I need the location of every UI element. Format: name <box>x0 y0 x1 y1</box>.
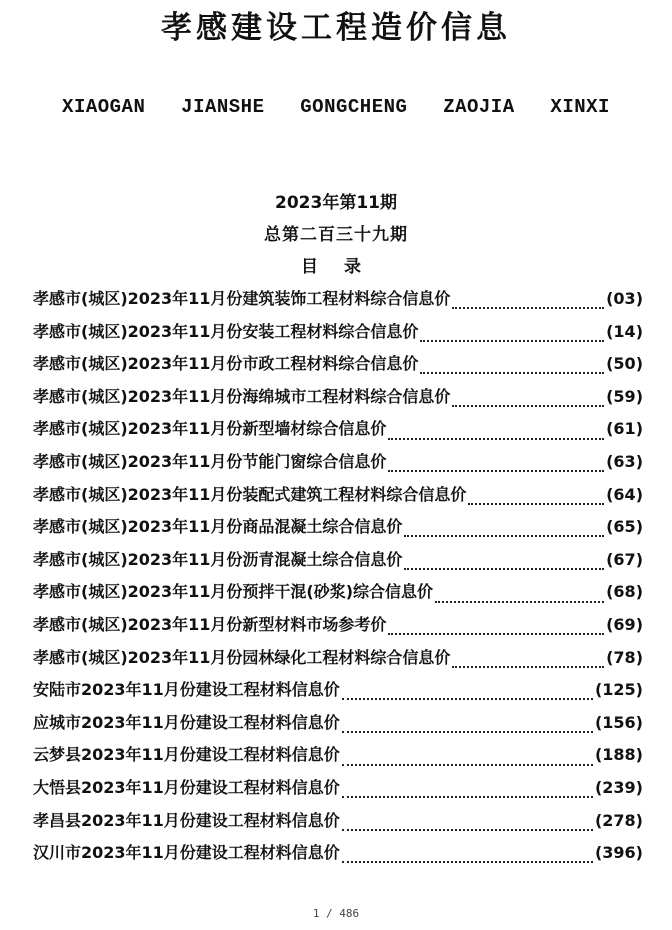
toc-entry-page: (78) <box>606 647 643 667</box>
toc-entry-page: (188) <box>594 745 643 765</box>
toc-leader-dots <box>342 853 593 863</box>
toc-entry-title: 孝感市(城区)2023年11月份新型材料市场参考价 <box>33 614 387 634</box>
toc-entry-title: 汉川市2023年11月份建设工程材料信息价 <box>33 843 340 863</box>
toc-leader-dots <box>342 690 593 700</box>
toc-entry-page: (63) <box>606 451 643 471</box>
toc-entry-title: 孝感市(城区)2023年11月份沥青混凝土综合信息价 <box>33 549 403 569</box>
toc-entry-title: 应城市2023年11月份建设工程材料信息价 <box>33 712 340 732</box>
toc-entry[interactable] <box>33 612 643 645</box>
toc-entry-page: (59) <box>606 386 643 406</box>
toc-leader-dots <box>452 299 604 309</box>
toc-entry[interactable] <box>33 775 643 808</box>
toc-entry-page: (68) <box>606 582 643 602</box>
toc-leader-dots <box>420 332 604 342</box>
total-issue-number: 总第二百三十九期 <box>264 225 408 245</box>
toc-leader-dots <box>342 756 593 766</box>
table-of-contents <box>33 286 643 873</box>
toc-entry-page: (125) <box>594 680 643 700</box>
toc-entry-title: 孝感市(城区)2023年11月份节能门窗综合信息价 <box>33 451 387 471</box>
toc-entry-title: 安陆市2023年11月份建设工程材料信息价 <box>33 680 340 700</box>
toc-entry-title: 孝感市(城区)2023年11月份商品混凝土综合信息价 <box>33 517 403 537</box>
toc-entry-title: 孝感市(城区)2023年11月份海绵城市工程材料综合信息价 <box>33 386 451 406</box>
toc-entry-page: (67) <box>606 549 643 569</box>
toc-entry-page: (396) <box>594 843 643 863</box>
toc-entry-page: (65) <box>606 517 643 537</box>
toc-leader-dots <box>342 821 593 831</box>
toc-entry[interactable] <box>33 645 643 678</box>
toc-entry-title: 孝感市(城区)2023年11月份预拌干混(砂浆)综合信息价 <box>33 582 434 602</box>
toc-entry-page: (03) <box>606 289 643 308</box>
toc-leader-dots <box>404 527 604 537</box>
toc-entry[interactable] <box>33 449 643 482</box>
toc-entry-page: (50) <box>606 354 643 374</box>
toc-entry-page: (69) <box>606 614 643 634</box>
toc-entry-title: 孝感市(城区)2023年11月份园林绿化工程材料综合信息价 <box>33 647 451 667</box>
toc-entry[interactable] <box>33 742 643 775</box>
toc-entry-title: 孝感市(城区)2023年11月份装配式建筑工程材料综合信息价 <box>33 484 467 504</box>
toc-leader-dots <box>342 723 593 733</box>
toc-leader-dots <box>388 625 604 635</box>
toc-entry[interactable] <box>33 286 643 319</box>
toc-entry-title: 大悟县2023年11月份建设工程材料信息价 <box>33 777 340 797</box>
toc-leader-dots <box>468 495 604 505</box>
toc-entry[interactable] <box>33 840 643 873</box>
toc-leader-dots <box>342 788 593 798</box>
toc-leader-dots <box>420 364 604 374</box>
toc-entry-page: (61) <box>606 419 643 439</box>
toc-leader-dots <box>452 658 604 668</box>
toc-entry[interactable] <box>33 384 643 417</box>
toc-entry[interactable] <box>33 482 643 515</box>
toc-entry-title: 孝昌县2023年11月份建设工程材料信息价 <box>33 810 340 830</box>
toc-entry[interactable] <box>33 514 643 547</box>
toc-entry-title: 云梦县2023年11月份建设工程材料信息价 <box>33 745 340 765</box>
toc-entry-page: (239) <box>594 777 643 797</box>
toc-entry-page: (14) <box>606 321 643 341</box>
toc-entry-title: 孝感市(城区)2023年11月份安装工程材料综合信息价 <box>33 321 419 341</box>
document-subtitle-pinyin: XIAOGAN JIANSHE GONGCHENG ZAOJIA XINXI <box>62 96 610 118</box>
toc-entry[interactable] <box>33 416 643 449</box>
toc-entry[interactable] <box>33 319 643 352</box>
toc-leader-dots <box>435 593 604 603</box>
toc-entry-title: 孝感市(城区)2023年11月份建筑装饰工程材料综合信息价 <box>33 289 451 308</box>
toc-entry-title: 孝感市(城区)2023年11月份新型墙材综合信息价 <box>33 419 387 439</box>
issue-number: 2023年第11期 <box>275 193 397 213</box>
toc-entry-page: (278) <box>594 810 643 830</box>
toc-entry[interactable] <box>33 547 643 580</box>
toc-entry[interactable] <box>33 710 643 743</box>
toc-entry[interactable] <box>33 677 643 710</box>
document-title: 孝感建设工程造价信息 <box>161 10 511 46</box>
toc-entry-page: (156) <box>594 712 643 732</box>
toc-leader-dots <box>452 397 604 407</box>
page-indicator: 1 / 486 <box>312 907 360 920</box>
toc-entry[interactable] <box>33 579 643 612</box>
toc-entry[interactable] <box>33 351 643 384</box>
toc-leader-dots <box>388 430 604 440</box>
toc-entry-page: (64) <box>606 484 643 504</box>
toc-entry[interactable] <box>33 808 643 841</box>
toc-leader-dots <box>388 462 604 472</box>
toc-heading: 目 录 <box>301 257 371 277</box>
toc-entry-title: 孝感市(城区)2023年11月份市政工程材料综合信息价 <box>33 354 419 374</box>
toc-leader-dots <box>404 560 604 570</box>
